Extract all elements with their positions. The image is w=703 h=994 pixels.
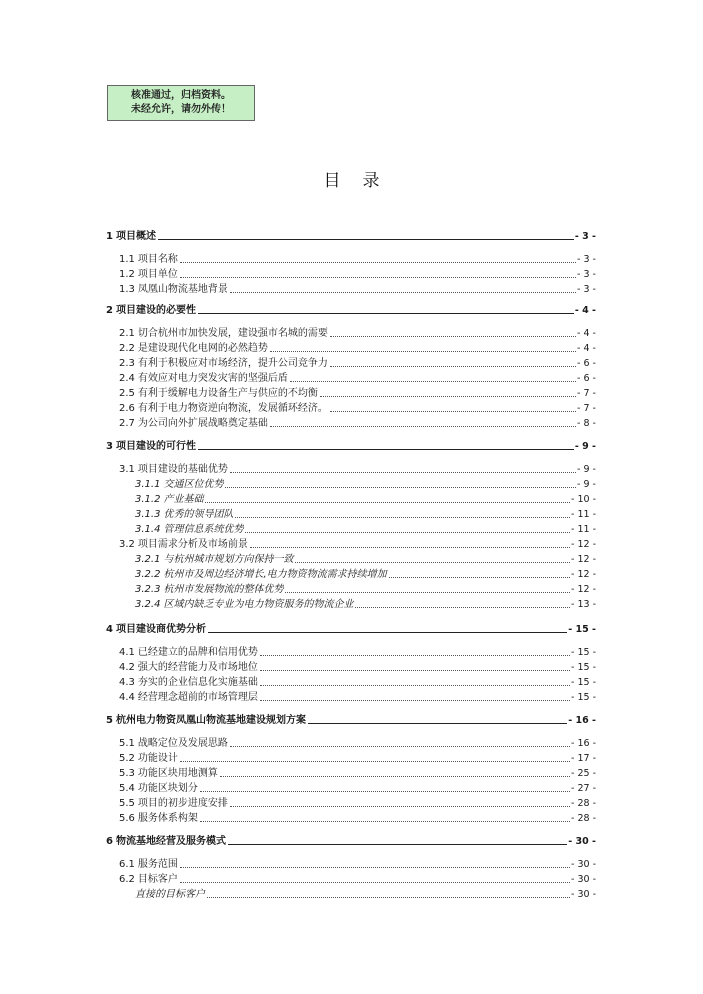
toc-dot-leader	[225, 487, 576, 488]
toc-entry[interactable]	[106, 341, 596, 355]
toc-entry[interactable]	[106, 811, 596, 825]
toc-dot-leader	[230, 472, 576, 473]
toc-dot-leader	[330, 336, 576, 337]
toc-entry-text: 服务体系构架	[137, 813, 198, 824]
toc-dot-leader	[180, 882, 570, 883]
toc-entry-text: 项目建设商优势分析	[115, 624, 206, 635]
toc-entry-page: - 15 -	[568, 624, 596, 635]
toc-entry-page: - 6 -	[577, 373, 596, 384]
toc-entry[interactable]	[106, 416, 596, 430]
toc-entry-number: 3.2	[119, 539, 135, 550]
toc-entry-label	[106, 583, 283, 596]
toc-entry[interactable]	[106, 887, 596, 901]
toc-entry-label	[106, 304, 196, 317]
toc-entry-label	[106, 553, 293, 566]
toc-entry[interactable]	[106, 834, 596, 848]
toc-dot-leader	[295, 562, 570, 563]
toc-entry-page: - 4 -	[577, 328, 596, 339]
toc-entry-number: 5.3	[119, 768, 135, 779]
toc-entry-text: 产业基础	[163, 494, 204, 505]
toc-entry-number: 2.3	[119, 358, 135, 369]
toc-entry-number: 3.2.3	[135, 584, 161, 595]
toc-entry-text: 功能区块划分	[137, 783, 198, 794]
toc-entry-text: 杭州市发展物流的整体优势	[163, 584, 284, 595]
toc-entry-number: 2.7	[119, 418, 135, 429]
toc-entry-page: - 30 -	[571, 889, 596, 900]
toc-entry-text: 管理信息系统优势	[163, 524, 244, 535]
toc-entry-number: 4.1	[119, 647, 135, 658]
toc-dot-leader	[245, 532, 570, 533]
toc-entry-number: 1.1	[119, 254, 135, 265]
toc-entry-text: 项目需求分析及市场前景	[137, 539, 248, 550]
toc-entry[interactable]	[106, 675, 596, 689]
toc-entry-text: 优秀的领导团队	[163, 509, 234, 520]
toc-entry-page: - 9 -	[574, 441, 596, 452]
toc-entry-number: 4	[106, 624, 113, 635]
toc-entry[interactable]	[106, 690, 596, 704]
toc-dot-leader	[230, 806, 570, 807]
toc-entry[interactable]	[106, 477, 596, 491]
toc-entry-number: 2.4	[119, 373, 135, 384]
toc-entry-page: - 12 -	[571, 554, 596, 565]
toc-entry-label	[106, 230, 156, 243]
toc-entry-number: 4.4	[119, 692, 135, 703]
toc-entry-number: 6	[106, 836, 113, 847]
toc-entry-text: 有效应对电力突发灾害的坚强后盾	[137, 373, 288, 384]
toc-entry-text: 战略定位及发展思路	[137, 738, 228, 749]
toc-entry-number: 3.2.4	[135, 599, 161, 610]
toc-entry[interactable]	[106, 522, 596, 536]
toc-entry-number: 1	[106, 231, 113, 242]
toc-entry-text: 项目单位	[137, 269, 178, 280]
toc-title: 目录	[323, 171, 402, 191]
toc-entry-text: 项目建设的基础优势	[137, 464, 228, 475]
toc-entry-page: - 12 -	[571, 539, 596, 550]
toc-entry-label	[106, 440, 196, 453]
toc-entry-text: 目标客户	[137, 874, 178, 885]
toc-entry-label	[106, 327, 328, 340]
toc-entry-number: 6.1	[119, 859, 135, 870]
toc-entry-text: 经营理念超前的市场管理层	[137, 692, 258, 703]
toc-entry-text: 切合杭州市加快发展，建设强市名城的需要	[137, 328, 328, 339]
toc-entry-text: 强大的经营能力及市场地位	[137, 662, 258, 673]
toc-dot-leader	[270, 426, 576, 427]
toc-dot-leader	[260, 685, 570, 686]
toc-entry-number: 3.1.4	[135, 524, 161, 535]
toc-dot-leader	[198, 449, 574, 450]
toc-entry-number: 5.2	[119, 753, 135, 764]
toc-entry[interactable]	[106, 582, 596, 596]
toc-entry-text: 项目建设的必要性	[115, 305, 196, 316]
toc-dot-leader	[180, 262, 576, 263]
toc-entry-text: 杭州电力物资凤凰山物流基地建设规划方案	[115, 715, 306, 726]
toc-entry-text: 交通区位优势	[163, 479, 224, 490]
toc-dot-leader	[260, 700, 570, 701]
toc-entry-text: 项目的初步进度安排	[137, 798, 228, 809]
toc-dot-leader	[208, 632, 567, 633]
toc-entry[interactable]	[106, 507, 596, 521]
toc-entry-page: - 6 -	[577, 358, 596, 369]
toc-entry-label	[106, 714, 306, 727]
toc-entry-page: - 30 -	[568, 836, 596, 847]
toc-entry[interactable]	[106, 796, 596, 810]
toc-entry-page: - 27 -	[571, 783, 596, 794]
toc-entry-text: 物流基地经营及服务模式	[115, 836, 226, 847]
toc-entry-number: 1.2	[119, 269, 135, 280]
toc-entry-label	[106, 372, 288, 385]
toc-entry-number: 2.2	[119, 343, 135, 354]
toc-entry-label	[106, 797, 228, 810]
toc-entry-number: 5.1	[119, 738, 135, 749]
toc-entry[interactable]	[106, 766, 596, 780]
toc-entry-number: 3.1.1	[135, 479, 161, 490]
toc-entry-label	[106, 253, 178, 266]
toc-entry-label	[106, 691, 258, 704]
toc-entry[interactable]	[106, 713, 596, 727]
toc-entry-label	[106, 268, 178, 281]
toc-entry-number: 3	[106, 441, 113, 452]
toc-entry-number: 2.6	[119, 403, 135, 414]
toc-entry-page: - 11 -	[571, 509, 596, 520]
toc-entry-label	[106, 357, 328, 370]
toc-entry-page: - 11 -	[571, 524, 596, 535]
toc-dot-leader	[285, 592, 570, 593]
toc-entry-text: 杭州市及周边经济增长,电力物资物流需求持续增加	[163, 569, 387, 580]
toc-entry-number: 3.1	[119, 464, 135, 475]
toc-entry-text: 为公司向外扩展战略奠定基础	[137, 418, 268, 429]
toc-entry[interactable]	[106, 736, 596, 750]
toc-entry-number: 5.5	[119, 798, 135, 809]
toc-entry-page: - 16 -	[568, 715, 596, 726]
toc-entry-number: 3.2.1	[135, 554, 161, 565]
toc-entry-number: 4.3	[119, 677, 135, 688]
toc-dot-leader	[180, 867, 570, 868]
toc-entry-text: 功能区块用地测算	[137, 768, 218, 779]
toc-entry-label	[106, 858, 178, 871]
toc-entry-label	[106, 661, 258, 674]
toc-entry[interactable]	[106, 567, 596, 581]
toc-entry-page: - 3 -	[577, 254, 596, 265]
toc-entry-page: - 8 -	[577, 418, 596, 429]
toc-entry[interactable]	[106, 492, 596, 506]
toc-dot-leader	[235, 517, 570, 518]
toc-entry-text: 有利于缓解电力设备生产与供应的不均衡	[137, 388, 318, 399]
notice-line-1: 核准通过，归档资料。	[131, 90, 231, 101]
toc-entry-text: 项目建设的可行性	[115, 441, 196, 452]
toc-entry[interactable]	[106, 386, 596, 400]
toc-entry-page: - 30 -	[571, 874, 596, 885]
notice-line-2: 未经允许，请勿外传！	[131, 104, 231, 115]
toc-entry-label	[106, 623, 206, 636]
toc-dot-leader	[200, 821, 570, 822]
toc-entry-label	[106, 812, 198, 825]
toc-entry-label	[106, 387, 318, 400]
toc-entry-text: 服务范围	[137, 859, 178, 870]
toc-entry[interactable]	[106, 872, 596, 886]
toc-entry[interactable]	[106, 401, 596, 415]
toc-entry-label	[106, 402, 328, 415]
toc-entry-page: - 28 -	[571, 798, 596, 809]
toc-entry-number: 2.5	[119, 388, 135, 399]
toc-entry[interactable]	[106, 781, 596, 795]
toc-entry[interactable]	[106, 622, 596, 636]
toc-dot-leader	[205, 502, 570, 503]
toc-entry-page: - 9 -	[577, 464, 596, 475]
toc-entry-page: - 30 -	[571, 859, 596, 870]
toc-entry-label	[106, 283, 228, 296]
toc-entry-number: 3.1.2	[135, 494, 161, 505]
toc-entry[interactable]	[106, 462, 596, 476]
toc-entry-text: 直接的目标客户	[135, 889, 205, 900]
toc-entry-page: - 15 -	[571, 677, 596, 688]
toc-entry-label	[106, 478, 223, 491]
toc-entry-number: 1.3	[119, 284, 135, 295]
toc-entry-page: - 12 -	[571, 584, 596, 595]
toc-entry-page: - 16 -	[571, 738, 596, 749]
toc-entry-label	[106, 767, 218, 780]
toc-entry-text: 凤凰山物流基地背景	[137, 284, 228, 295]
toc-entry-number: 3.1.3	[135, 509, 161, 520]
toc-entry[interactable]	[106, 229, 596, 243]
toc-entry-page: - 15 -	[571, 692, 596, 703]
toc-entry-page: - 12 -	[571, 569, 596, 580]
toc-entry[interactable]	[106, 439, 596, 453]
toc-dot-leader	[198, 313, 574, 314]
toc-dot-leader	[180, 277, 576, 278]
toc-entry-label	[106, 493, 203, 506]
toc-entry[interactable]	[106, 303, 596, 317]
toc-dot-leader	[207, 897, 570, 898]
toc-entry-label	[106, 508, 233, 521]
toc-dot-leader	[228, 844, 567, 845]
toc-entry-number: 5.4	[119, 783, 135, 794]
toc-entry-page: - 17 -	[571, 753, 596, 764]
toc-entry-label	[106, 835, 226, 848]
confidential-notice-box	[107, 85, 255, 121]
toc-entry-number: 5	[106, 715, 113, 726]
toc-entry-page: - 10 -	[571, 494, 596, 505]
toc-entry-number: 6.2	[119, 874, 135, 885]
toc-entry[interactable]	[106, 371, 596, 385]
toc-entry-number: 4.2	[119, 662, 135, 673]
toc-entry-label	[106, 752, 178, 765]
toc-entry[interactable]	[106, 597, 596, 611]
toc-entry-page: - 3 -	[577, 284, 596, 295]
toc-dot-leader	[290, 381, 576, 382]
toc-entry-page: - 7 -	[577, 403, 596, 414]
toc-entry-number: 2	[106, 305, 113, 316]
toc-entry-text: 是建设现代化电网的必然趋势	[137, 343, 268, 354]
toc-dot-leader	[320, 396, 576, 397]
toc-entry-page: - 4 -	[574, 305, 596, 316]
toc-entry-page: - 7 -	[577, 388, 596, 399]
toc-dot-leader	[270, 351, 576, 352]
toc-entry-label	[106, 646, 258, 659]
toc-dot-leader	[389, 577, 570, 578]
toc-dot-leader	[330, 411, 576, 412]
toc-entry[interactable]	[106, 326, 596, 340]
toc-entry-page: - 25 -	[571, 768, 596, 779]
toc-dot-leader	[220, 776, 570, 777]
toc-entry-label	[106, 782, 198, 795]
toc-entry-text: 与杭州城市规划方向保持一致	[163, 554, 294, 565]
toc-dot-leader	[158, 239, 574, 240]
toc-entry-label	[106, 463, 228, 476]
toc-dot-leader	[330, 366, 576, 367]
toc-entry-text: 有利于积极应对市场经济，提升公司竞争力	[137, 358, 328, 369]
toc-entry-label	[106, 888, 205, 901]
toc-entry[interactable]	[106, 356, 596, 370]
toc-entry-text: 区域内缺乏专业为电力物资服务的物流企业	[163, 599, 354, 610]
toc-dot-leader	[230, 746, 570, 747]
toc-entry-page: - 3 -	[574, 231, 596, 242]
toc-dot-leader	[260, 655, 570, 656]
toc-entry-text: 功能设计	[137, 753, 178, 764]
toc-entry-page: - 15 -	[571, 647, 596, 658]
toc-entry-label	[106, 538, 248, 551]
toc-entry[interactable]	[106, 537, 596, 551]
toc-entry-label	[106, 873, 178, 886]
toc-entry-page: - 13 -	[571, 599, 596, 610]
toc-entry[interactable]	[106, 267, 596, 281]
toc-entry-number: 5.6	[119, 813, 135, 824]
toc-entry[interactable]	[106, 552, 596, 566]
toc-entry-text: 夯实的企业信息化实施基础	[137, 677, 258, 688]
toc-entry-label	[106, 523, 243, 536]
toc-dot-leader	[260, 670, 570, 671]
toc-dot-leader	[250, 547, 570, 548]
toc-entry[interactable]	[106, 252, 596, 266]
toc-dot-leader	[355, 607, 570, 608]
toc-entry-label	[106, 568, 387, 581]
toc-entry-label	[106, 598, 353, 611]
toc-entry-page: - 28 -	[571, 813, 596, 824]
toc-entry-text: 已经建立的品牌和信用优势	[137, 647, 258, 658]
toc-entry-label	[106, 417, 268, 430]
toc-entry-label	[106, 676, 258, 689]
toc-entry-number: 3.2.2	[135, 569, 161, 580]
toc-entry-page: - 9 -	[577, 479, 596, 490]
toc-dot-leader	[230, 292, 576, 293]
toc-entry-text: 项目概述	[115, 231, 156, 242]
toc-entry-text: 项目名称	[137, 254, 178, 265]
toc-entry-number: 2.1	[119, 328, 135, 339]
toc-entry-page: - 15 -	[571, 662, 596, 673]
toc-entry-text: 有利于电力物资逆向物流，发展循环经济。	[137, 403, 328, 414]
toc-dot-leader	[308, 723, 567, 724]
toc-entry[interactable]	[106, 282, 596, 296]
toc-entry-page: - 3 -	[577, 269, 596, 280]
toc-entry[interactable]	[106, 857, 596, 871]
toc-entry[interactable]	[106, 660, 596, 674]
toc-dot-leader	[200, 791, 570, 792]
toc-entry[interactable]	[106, 751, 596, 765]
toc-entry-label	[106, 342, 268, 355]
toc-entry[interactable]	[106, 645, 596, 659]
toc-entry-page: - 4 -	[577, 343, 596, 354]
toc-entry-label	[106, 737, 228, 750]
toc-dot-leader	[180, 761, 570, 762]
